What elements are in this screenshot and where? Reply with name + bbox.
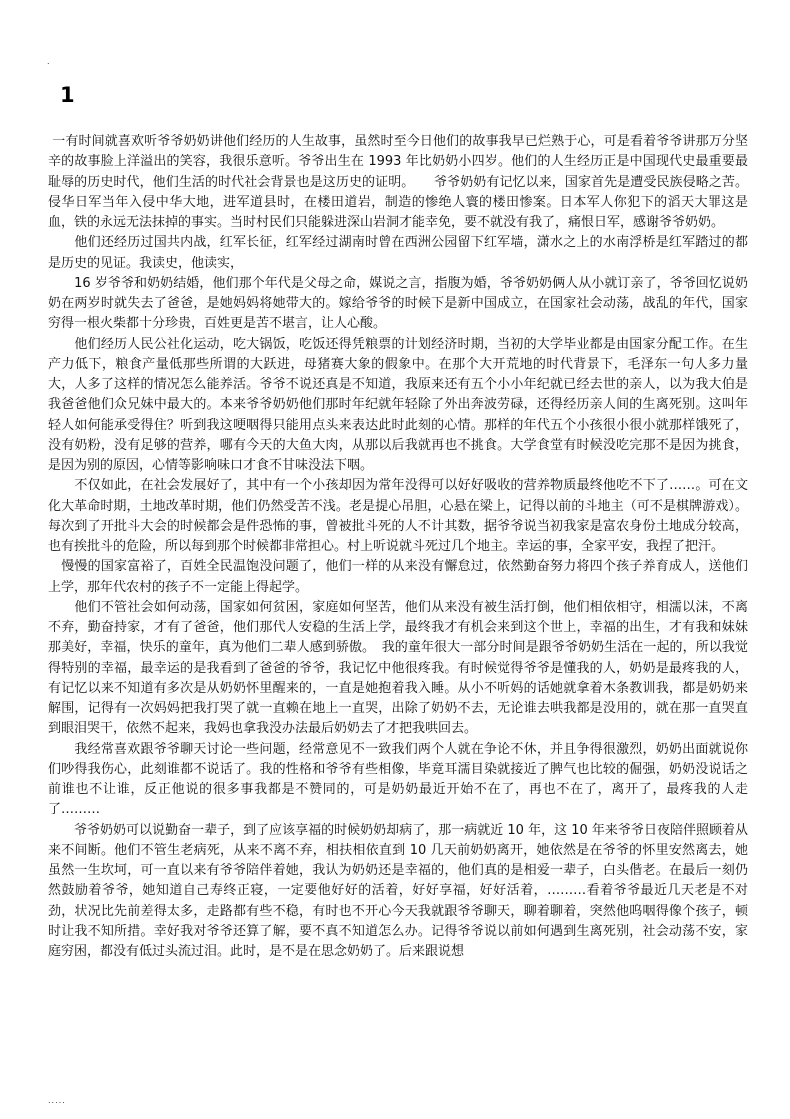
- document-body: [48, 132, 748, 962]
- paragraph: 慢慢的国家富裕了，百姓全民温饱没问题了，他们一样的从来没有懈怠过，依然勤奋努力将四个孩子养育成人，送他们上学，那年代农村的孩子不一定能上得起学。: [48, 559, 748, 595]
- page-number: 1: [60, 83, 75, 107]
- bottom-marker: .....: [48, 1096, 66, 1105]
- top-marker: .: [47, 57, 50, 66]
- paragraph: 不仅如此，在社会发展好了，其中有一个小孩却因为常年没得可以好好吸收的营养物质最终他吃不下了……。可在文化大革命时期，土地改革时期，他们仍然受苦不浅。老是提心吊胆，心悬在梁上，记得以前的斗地主（可不是棋牌游戏）。每次到了开批斗大会的时候都会是件恐怖的事，曾被批斗死的人不计其数，据爷爷说当初我家是富农身份土地成分较高，也有挨批斗的危险，所以每到那个时候都非常担心。村上听说就斗死过几个地主。幸运的事，全家平安，我捏了把汗。: [48, 478, 748, 554]
- paragraph: 一有时间就喜欢听爷爷奶奶讲他们经历的人生故事，虽然时至今日他们的故事我早已烂熟于心，可是看着爷爷讲那万分坚辛的故事脸上洋溢出的笑容，我很乐意听。爷爷出生在 1993 年比奶奶小四岁。他们的人生经历正是中国现代史最重要最耻辱的历史时代，他们生活的时代社会背景也是这历史的证明。 爷爷奶奶有记忆以来，国家首先是遭受民族侵略之苦。侵华日军当年入侵中华大地，进军道县时，在楼田道岩，制造的惨绝人寰的楼田惨案。日本军人你犯下的滔天大罪这是血，铁的永远无法抹掉的事实。当时村民们只能躲进深山岩洞才能幸免，要不就没有我了，痛恨日军，感谢爷爷奶奶。: [48, 134, 748, 230]
- paragraph: 他们还经历过国共内战，红军长征，红军经过湖南时曾在西洲公园留下红军墙，潇水之上的水南浮桥是红军踏过的都是历史的见证。我读史，他读实，: [48, 235, 748, 271]
- paragraph: 他们不管社会如何动荡，国家如何贫困，家庭如何坚苦，他们从来没有被生活打倒，他们相依相守，相濡以沫，不离不弃，勤奋持家，才有了爸爸，他们那代人安稳的生活上学，最终我才有机会来到这个世上，幸福的出生，才有我和妹妹那美好，幸福，快乐的童年，真为他们二辈人感到骄傲。 我的童年很大一部分时间是跟爷爷奶奶生活在一起的，所以我觉得特别的幸福，最幸运的是我看到了爸爸的爷爷，我记忆中他很疼我。有时候觉得爷爷是懂我的人，奶奶是最疼我的人，有记忆以来不知道有多次是从奶奶怀里醒来的，一直是她抱着我入睡。从小不听妈的话她就拿着木条教训我，都是奶奶来解围，记得有一次妈妈把我打哭了就一直赖在地上一直哭，出除了奶奶不去，无论谁去哄我都是没用的，就在那一直哭直到眼泪哭干，依然不起来，我妈也拿我没办法最后奶奶去了才把我哄回去。: [48, 599, 748, 737]
- paragraph: 16 岁爷爷和奶奶结婚，他们那个年代是父母之命，媒说之言，指腹为婚，爷爷奶奶俩人从小就订亲了，爷爷回忆说奶奶在两岁时就失去了爸爸，是她妈妈将她带大的。嫁给爷爷的时候下是新中国成立，在国家社会动荡，战乱的年代，国家穷得一根火柴都十分珍贵，百姓更是苦不堪言，让人心酸。: [48, 275, 748, 332]
- paragraph: 我经常喜欢跟爷爷聊天讨论一些问题，经常意见不一致我们两个人就在争论不休，并且争得很激烈，奶奶出面就说你们吵得我伤心，此刻谁都不说话了。我的性格和爷爷有些相像，毕竟耳濡目染就接近了脾气也比较的倔强，奶奶没说话之前谁也不让谁，反正他说的很多事我都是不赞同的，可是奶奶最近开始不在了，再也不在了，离开了，最疼我的人走了………: [48, 741, 748, 818]
- paragraph: 他们经历人民公社化运动，吃大锅饭，吃饭还得凭粮票的计划经济时期，当初的大学毕业都是由国家分配工作。在生产力低下，粮食产量低那些所谓的大跃进，母猪赛大象的假象中。在那个大开荒地的时代背景下，毛泽东一句人多力量大，人多了这样的情况怎么能养活。爷爷不说还真是不知道，我原来还有五个小小年纪就已经去世的亲人，以为我大伯是我爸爸他们众兄妹中最大的。本来爷爷奶奶他们那时年纪就年轻除了外出奔波劳碌，还得经历亲人间的生离死别。这叫年轻人如何能承受得住？听到我这哽咽得只能用点头来表达此时此刻的心情。那样的年代五个小孩很小很小就那样饿死了，没有奶粉，没有足够的营养，哪有今天的大鱼大肉，从那以后我就再也不挑食。大学食堂有时候没吃完那不是因为挑食，是因为别的原因，心情等影响味口才食不甘味没法下咽。: [48, 336, 748, 473]
- paragraph: 爷爷奶奶可以说勤奋一辈子，到了应该享福的时候奶奶却病了，那一病就近 10 年，这 10 年来爷爷日夜陪伴照顾着从来不间断。他们不管生老病死，从来不离不弃，相扶相依直到 10 几天前奶奶离开，她依然是在爷爷的怀里安然离去，她虽然一生坎坷，可一直以来有爷爷陪伴着她，我认为奶奶还是幸福的，他们真的是相爱一辈子，白头偕老。在最后一刻仍然鼓励着爷爷，她知道自己寿终正寝，一定要他好好的活着，好好享福，好好活着，………看着爷爷最近几天老是不对劲，状况比先前差得太多，走路都有些不稳，有时也不开心今天我就跟爷爷聊天，聊着聊着，突然他呜咽得像个孩子，顿时让我不知所措。幸好我对爷爷还算了解，要不真不知道怎么办。记得爷爷说以前如何遇到生离死别，社会动荡不安，家庭穷困，都没有低过头流过泪。此时，是不是在思念奶奶了。后来跟说想: [48, 822, 748, 959]
